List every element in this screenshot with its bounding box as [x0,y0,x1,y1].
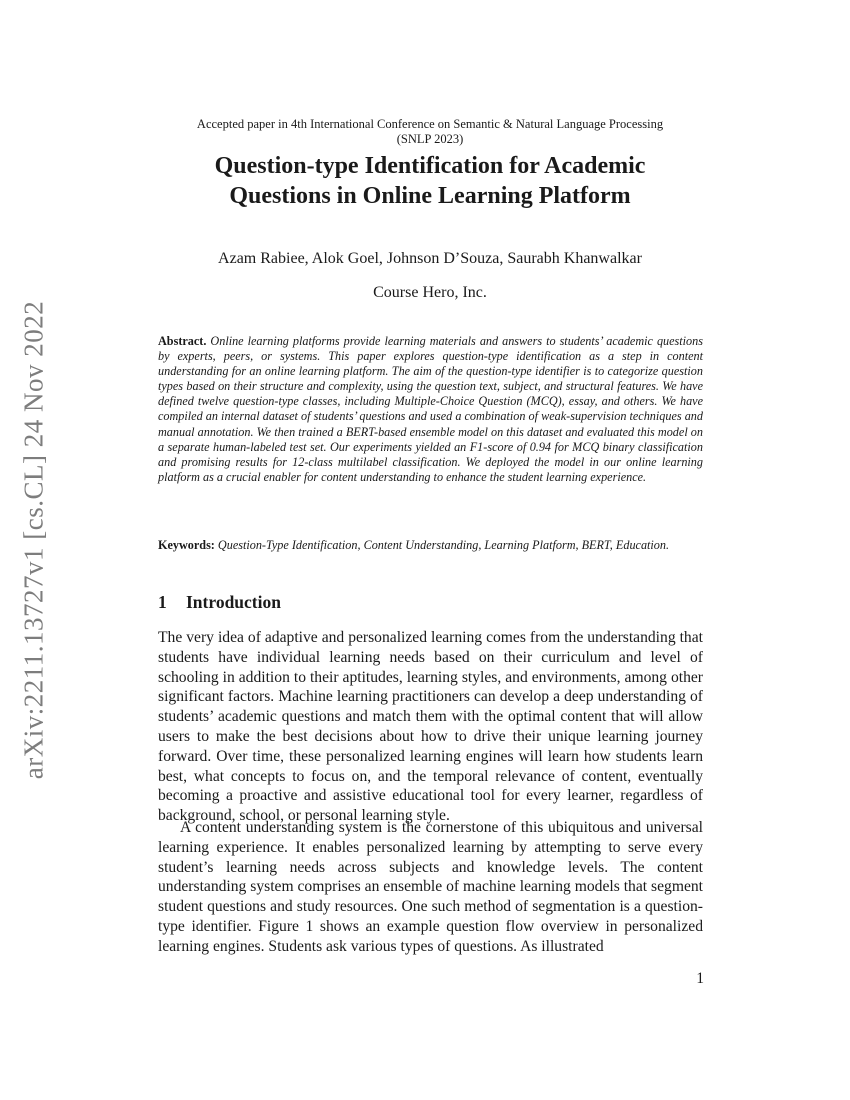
page-number: 1 [696,970,704,987]
venue-line-2: (SNLP 2023) [396,132,464,146]
affiliation: Course Hero, Inc. [373,284,487,301]
keywords-text: Question-Type Identification, Content Understanding, Learning Platform, BERT, Education. [217,538,670,552]
keywords-label: Keywords: [158,538,215,552]
keywords [158,538,703,553]
abstract-text: Online learning platforms provide learning materials and answers to students’ academic questions by experts, peers, or systems. This paper explores question-type identification as a step in content understanding for an online learning platform. The aim of the question-type identifier is to categorize question types based on their structure and complexity, using the question text, subject, and structural features. We have defined twelve question-type classes, including Multiple-Choice Question (MCQ), essay, and others. We have compiled an internal dataset of students’ questions and used a combination of weak-supervision techniques and manual annotation. We then trained a BERT-based ensemble model on this dataset and evaluated this model on a separate human-labeled test set. Our experiments yielded an F1-score of 0.94 for MCQ binary classification and promising results for 12-class multilabel classification. We deployed the model in our online learning platform as a crucial enabler for content understanding to enhance the student learning experience. [158,334,703,484]
section-number: 1 [158,592,167,612]
venue-line-1: Accepted paper in 4th International Conference on Semantic & Natural Language Processing [196,117,664,131]
intro-paragraph-1: The very idea of adaptive and personalized learning comes from the understanding that students have individual learning needs based on their curriculum and level of schooling in addition to their aptitudes, learning styles, and environments, among other significant factors. Machine learning practitioners can develop a deep understanding of students’ academic questions and match them with the optimal content that will allow users to make the best decisions about how to drive their unique learning journey forward. Over time, these personalized learning engines will learn how students learn best, what concepts to focus on, and the temporal relevance of content, eventually becoming a proactive and assistive educational tool for every learner, regardless of background, school, or personal learning style. [158,629,703,825]
venue-note [160,117,700,147]
section-title: Introduction [186,592,281,612]
author-list: Azam Rabiee, Alok Goel, Johnson D’Souza, Saurabh Khanwalkar [218,250,642,267]
arxiv-stamp [12,290,56,790]
intro-paragraph-2: A content understanding system is the cornerstone of this ubiquitous and universal learning experience. It enables personalized learning by attempting to serve every student’s learning needs across subjects and knowledge levels. The content understanding system comprises an ensemble of machine learning models that segment student questions and study resources. One such method of segmentation is a question-type identifier. Figure 1 shows an example question flow overview in personalized learning engines. Students ask various types of questions. As illustrated [158,819,703,955]
paper-title [130,151,730,211]
title-line-2: Questions in Online Learning Platform [229,183,631,209]
section-heading-introduction [158,592,281,613]
abstract-label: Abstract. [158,334,207,348]
arxiv-identifier: arXiv:2211.13727v1 [cs.CL] 24 Nov 2022 [18,300,49,780]
abstract [158,334,703,485]
title-line-1: Question-type Identification for Academic [214,153,646,179]
